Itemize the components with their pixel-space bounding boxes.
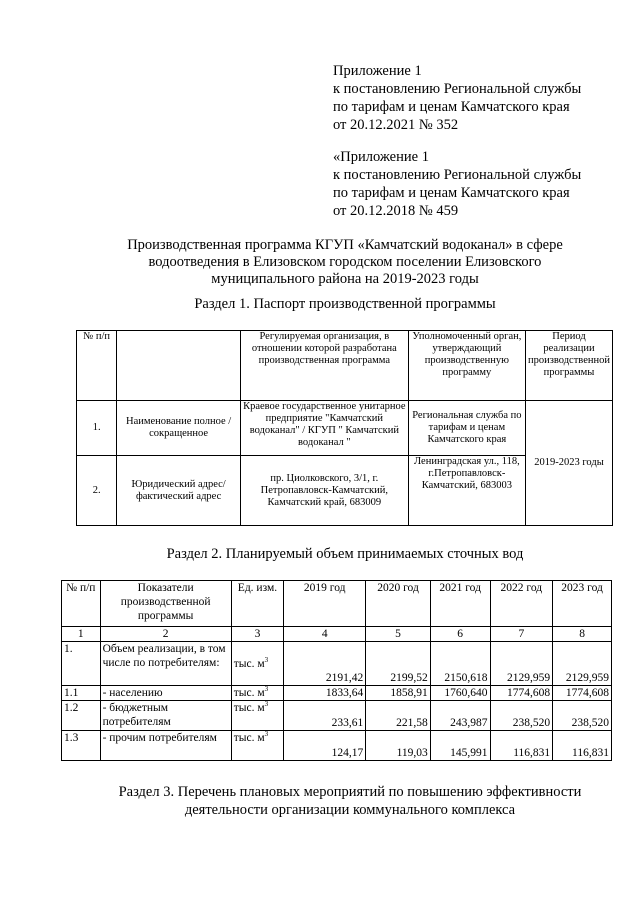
header-cell: Показатели производственной программы	[100, 581, 231, 627]
header-line: «Приложение 1	[333, 149, 429, 165]
row-label: Юридический адрес/фактический адрес	[117, 456, 241, 526]
header-cell: Регулируемая организация, в отношении которой разработана производственная программа	[240, 331, 408, 401]
value-cell: 2150,618	[430, 642, 490, 686]
value-cell: 2129,959	[490, 642, 553, 686]
section-1-heading: Раздел 1. Паспорт производственной программы	[194, 296, 496, 312]
value-cell: 238,520	[553, 701, 612, 731]
value-cell: 1858,91	[366, 686, 431, 701]
header-line: от 20.12.2018 № 459	[333, 203, 459, 219]
table-row	[62, 642, 612, 686]
header-cell: Уполномоченный орган, утверждающий производственную программу	[408, 331, 525, 401]
volume-table	[61, 580, 612, 761]
period-cell: 2019-2023 годы	[526, 401, 613, 526]
org-cell: Краевое государственное унитарное предприятие "Камчатский водоканал" / КГУП " Камчатский водоканал "	[240, 401, 408, 456]
value-cell: 119,03	[366, 731, 431, 761]
header-cell: № п/п	[62, 581, 101, 627]
value-cell: 124,17	[284, 731, 366, 761]
header-line: Приложение 1	[333, 63, 422, 79]
authority-cell: Ленинградская ул., 118, г.Петропавловск-Камчатский, 683003	[408, 456, 525, 526]
unit-cell	[231, 686, 283, 701]
title-line: муниципального района на 2019-2023 годы	[211, 271, 479, 287]
row-name: - прочим потребителям	[100, 731, 231, 761]
header-cell	[117, 331, 241, 401]
column-number: 5	[366, 627, 431, 642]
unit-superscript: 3	[264, 655, 269, 664]
value-cell: 1774,608	[553, 686, 612, 701]
header-cell: 2023 год	[553, 581, 612, 627]
value-cell: 243,987	[430, 701, 490, 731]
table-header-row	[77, 331, 613, 401]
value-cell: 1760,640	[430, 686, 490, 701]
table-header-row	[62, 581, 612, 627]
unit-text: тыс. м	[233, 702, 265, 714]
row-number: 1.1	[62, 686, 101, 701]
header-cell: 2021 год	[430, 581, 490, 627]
header-cell: 2019 год	[284, 581, 366, 627]
row-name: - населению	[100, 686, 231, 701]
value-cell: 1833,64	[284, 686, 366, 701]
row-number: 1.	[77, 401, 117, 456]
document-title	[100, 237, 590, 288]
column-number: 8	[553, 627, 612, 642]
unit-superscript: 3	[264, 730, 269, 739]
table-row	[77, 401, 613, 456]
original-appendix-header	[333, 148, 581, 220]
header-cell: 2022 год	[490, 581, 553, 627]
unit-cell	[231, 642, 283, 686]
section-3-heading	[70, 783, 630, 819]
row-number: 1.2	[62, 701, 101, 731]
column-number-row	[62, 627, 612, 642]
value-cell: 2129,959	[553, 642, 612, 686]
row-number: 1.	[62, 642, 101, 686]
column-number: 7	[490, 627, 553, 642]
value-cell: 116,831	[553, 731, 612, 761]
header-line: к постановлению Региональной службы	[333, 167, 582, 183]
value-cell: 2199,52	[366, 642, 431, 686]
appendix-header	[333, 62, 581, 134]
header-cell: № п/п	[77, 331, 117, 401]
unit-cell	[231, 731, 283, 761]
title-line: водоотведения в Елизовском городском поселении Елизовского	[148, 254, 542, 270]
row-label: Наименование полное / сокращенное	[117, 401, 241, 456]
unit-superscript: 3	[264, 700, 269, 709]
header-line: от 20.12.2021 № 352	[333, 117, 459, 133]
value-cell: 238,520	[490, 701, 553, 731]
value-cell: 221,58	[366, 701, 431, 731]
column-number: 1	[62, 627, 101, 642]
column-number: 3	[231, 627, 283, 642]
column-number: 2	[100, 627, 231, 642]
row-name: - бюджетным потребителям	[100, 701, 231, 731]
header-cell: Ед. изм.	[231, 581, 283, 627]
unit-superscript: 3	[264, 685, 269, 694]
unit-text: тыс. м	[233, 657, 265, 670]
org-cell: пр. Циолковского, 3/1, г. Петропавловск-Камчатский, Камчатский край, 683009	[240, 456, 408, 526]
passport-table	[76, 330, 613, 526]
column-number: 4	[284, 627, 366, 642]
table-row	[62, 731, 612, 761]
value-cell: 116,831	[490, 731, 553, 761]
row-name: Объем реализации, в том числе по потребителям:	[100, 642, 231, 686]
value-cell: 145,991	[430, 731, 490, 761]
title-line: Производственная программа КГУП «Камчатский водоканал» в сфере	[127, 237, 563, 253]
value-cell: 233,61	[284, 701, 366, 731]
row-number: 2.	[77, 456, 117, 526]
heading-line: Раздел 3. Перечень плановых мероприятий по повышению эффективности	[118, 784, 582, 800]
header-cell: Период реализации производственной программы	[526, 331, 613, 401]
unit-text: тыс. м	[233, 687, 265, 699]
value-cell: 1774,608	[490, 686, 553, 701]
section-2-heading: Раздел 2. Планируемый объем принимаемых сточных вод	[166, 546, 524, 562]
header-line: по тарифам и ценам Камчатского края	[333, 185, 570, 201]
table-row	[62, 701, 612, 731]
table-row	[62, 686, 612, 701]
column-number: 6	[430, 627, 490, 642]
unit-text: тыс. м	[233, 732, 265, 744]
authority-cell: Региональная служба по тарифам и ценам Камчатского края	[408, 401, 525, 456]
unit-cell	[231, 701, 283, 731]
heading-line: деятельности организации коммунального комплекса	[184, 802, 516, 818]
header-cell: 2020 год	[366, 581, 431, 627]
header-line: к постановлению Региональной службы	[333, 81, 582, 97]
header-line: по тарифам и ценам Камчатского края	[333, 99, 570, 115]
value-cell: 2191,42	[284, 642, 366, 686]
row-number: 1.3	[62, 731, 101, 761]
